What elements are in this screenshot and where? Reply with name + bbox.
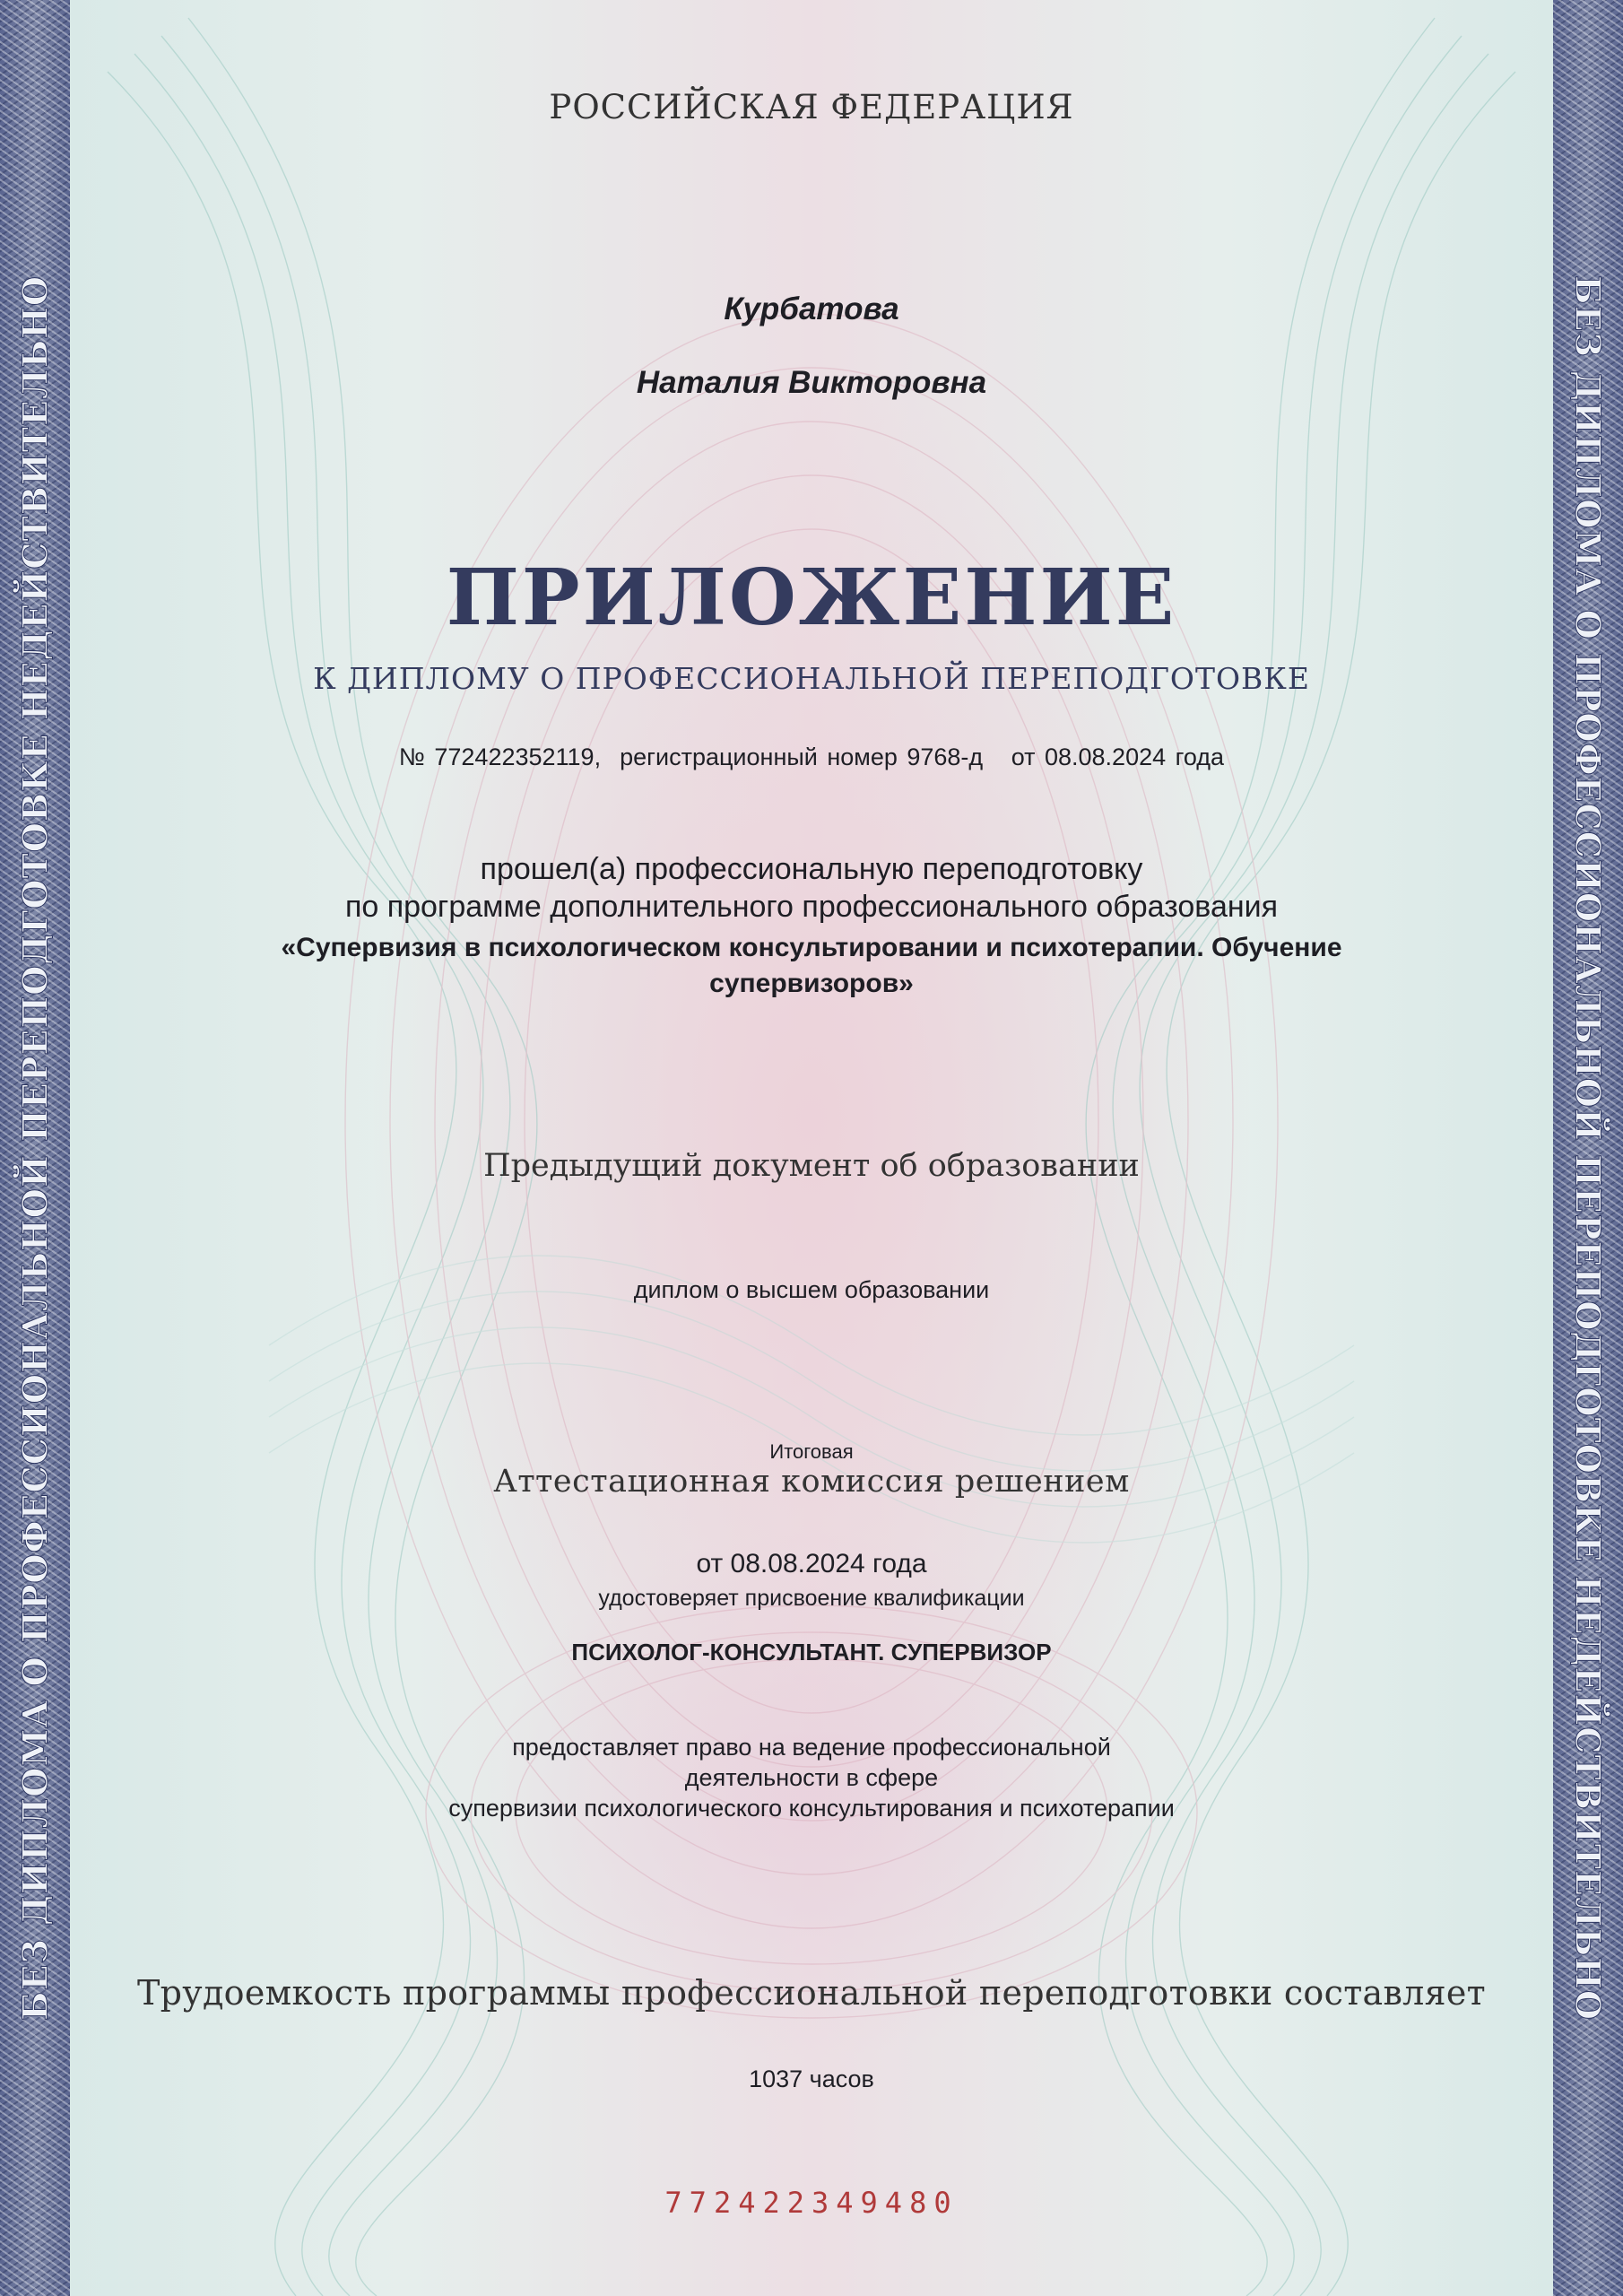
- document-title: ПРИЛОЖЕНИЕ: [446, 552, 1177, 643]
- commission-label: Аттестационная комиссия решением: [493, 1464, 1130, 1500]
- rights-line-2: деятельности в сфере: [684, 1764, 939, 1791]
- right-security-border: [1553, 0, 1623, 2296]
- previous-document-label: Предыдущий документ об образовании: [483, 1148, 1140, 1184]
- commission-prefix: Итоговая: [769, 1440, 854, 1463]
- diploma-number: № 772422352119,: [398, 744, 602, 770]
- certifies-text: удостоверяет присвоение квалификации: [598, 1586, 1025, 1611]
- holder-given-names: Наталия Викторовна: [636, 365, 987, 400]
- left-border-text: БЕЗ ДИПЛОМА О ПРОФЕССИОНАЛЬНОЙ ПЕРЕПОДГОТОВКЕ НЕДЕЙСТВИТЕЛЬНО: [14, 275, 56, 2021]
- registration-line: [126, 744, 1497, 771]
- left-security-border: [0, 0, 70, 2296]
- form-serial-number: 772422349480: [664, 2186, 959, 2220]
- document-subtitle: К ДИПЛОМУ О ПРОФЕССИОНАЛЬНОЙ ПЕРЕПОДГОТОВКЕ: [313, 661, 1310, 696]
- issue-date: от 08.08.2024 года: [1011, 744, 1225, 770]
- labor-intensity-label: Трудоемкость программы профессиональной переподготовки составляет: [137, 1973, 1486, 2013]
- country-heading: РОССИЙСКАЯ ФЕДЕРАЦИЯ: [549, 88, 1074, 126]
- program-intro: [126, 850, 1497, 926]
- commission-date: от 08.08.2024 года: [696, 1549, 927, 1578]
- registration-number: регистрационный номер 9768-д: [620, 744, 984, 770]
- rights-line-3: супервизии психологического консультирования и психотерапии: [448, 1795, 1175, 1822]
- program-name: «Супервизия в психологическом консультировании и психотерапии. Обучение супервизоров»: [281, 933, 1342, 998]
- rights-text: [126, 1732, 1497, 1823]
- program-line-1: прошел(а) профессиональную переподготовку: [480, 852, 1143, 886]
- labor-hours: 1037 часов: [749, 2066, 874, 2092]
- qualification: ПСИХОЛОГ-КОНСУЛЬТАНТ. СУПЕРВИЗОР: [571, 1639, 1052, 1665]
- previous-document-value: диплом о высшем образовании: [633, 1276, 990, 1303]
- program-line-2: по программе дополнительного профессионального образования: [344, 890, 1279, 924]
- rights-line-1: предоставляет право на ведение профессиональной: [512, 1734, 1111, 1761]
- holder-surname: Курбатова: [724, 291, 899, 326]
- right-border-text: БЕЗ ДИПЛОМА О ПРОФЕССИОНАЛЬНОЙ ПЕРЕПОДГОТОВКЕ НЕДЕЙСТВИТЕЛЬНО: [1567, 275, 1609, 2021]
